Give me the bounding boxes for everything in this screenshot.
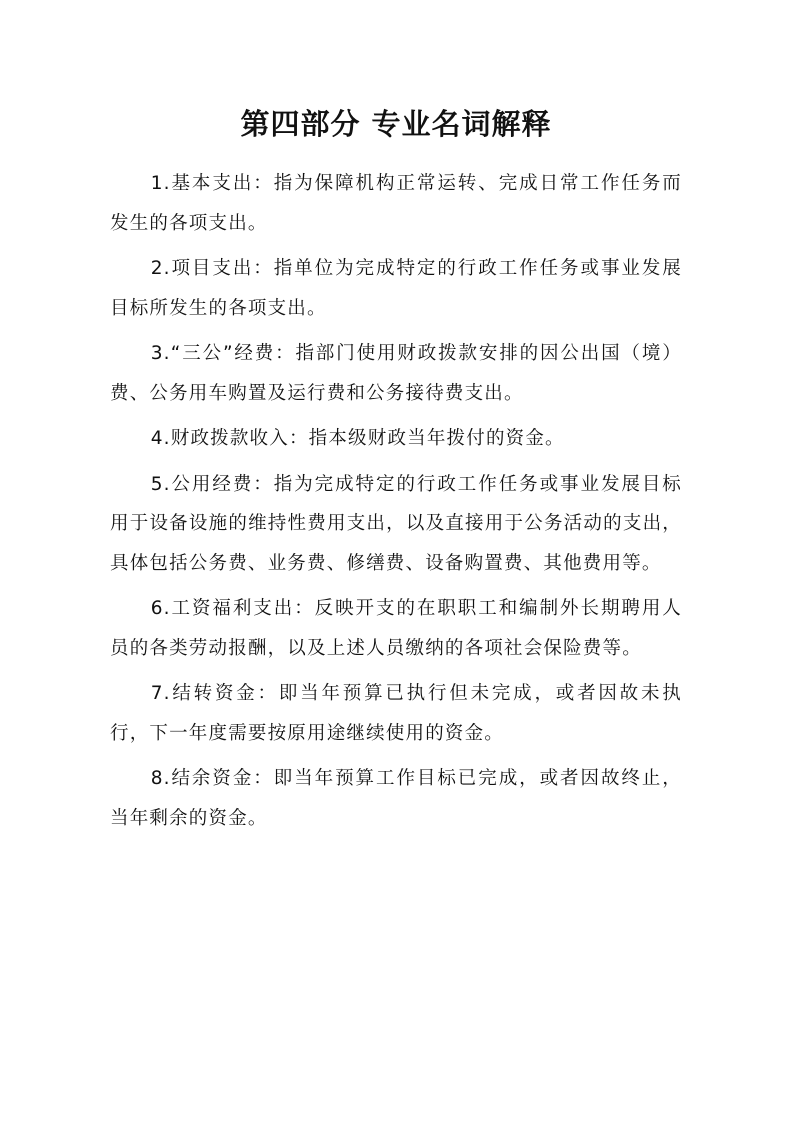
glossary-term: 8.结余资金： xyxy=(150,768,274,789)
glossary-term: 2.项目支出： xyxy=(150,258,274,279)
glossary-list xyxy=(110,164,682,844)
glossary-definition: 指单位为完成特定的行政工作任务或事业发展目标所发生的各项支出。 xyxy=(110,258,682,319)
glossary-definition: 反映开支的在职职工和编制外长期聘用人员的各类劳动报酬，以及上述人员缴纳的各项社会保险费等。 xyxy=(110,598,682,659)
page-title: 第四部分 专业名词解释 xyxy=(240,107,552,141)
glossary-item-5 xyxy=(110,465,682,584)
glossary-definition: 指为完成特定的行政工作任务或事业发展目标用于设备设施的维持性费用支出，以及直接用于公务活动的支出，具体包括公务费、业务费、修缮费、设备购置费、其他费用等。 xyxy=(110,473,682,574)
glossary-definition: 指部门使用财政拨款安排的因公出国（境）费、公务用车购置及运行费和公务接待费支出。 xyxy=(110,343,682,404)
glossary-term: 3.“三公”经费： xyxy=(150,343,296,364)
glossary-definition: 指本级财政当年拨付的资金。 xyxy=(308,428,565,449)
glossary-item-6 xyxy=(110,589,682,668)
glossary-item-3 xyxy=(110,334,682,413)
glossary-definition: 即当年预算工作目标已完成，或者因故终止，当年剩余的资金。 xyxy=(110,768,682,829)
glossary-term: 4.财政拨款收入： xyxy=(150,428,309,449)
glossary-item-1 xyxy=(110,164,682,243)
glossary-term: 1.基本支出： xyxy=(150,173,274,194)
glossary-term: 7.结转资金： xyxy=(150,683,279,704)
glossary-term: 5.公用经费： xyxy=(150,473,274,495)
glossary-definition: 即当年预算已执行但未完成，或者因故未执行，下一年度需要按原用途继续使用的资金。 xyxy=(110,683,682,744)
glossary-item-4 xyxy=(110,419,682,459)
glossary-item-7 xyxy=(110,674,682,753)
glossary-item-8 xyxy=(110,759,682,838)
glossary-term: 6.工资福利支出： xyxy=(150,598,315,619)
glossary-definition: 指为保障机构正常运转、完成日常工作任务而发生的各项支出。 xyxy=(110,173,682,234)
glossary-item-2 xyxy=(110,249,682,328)
